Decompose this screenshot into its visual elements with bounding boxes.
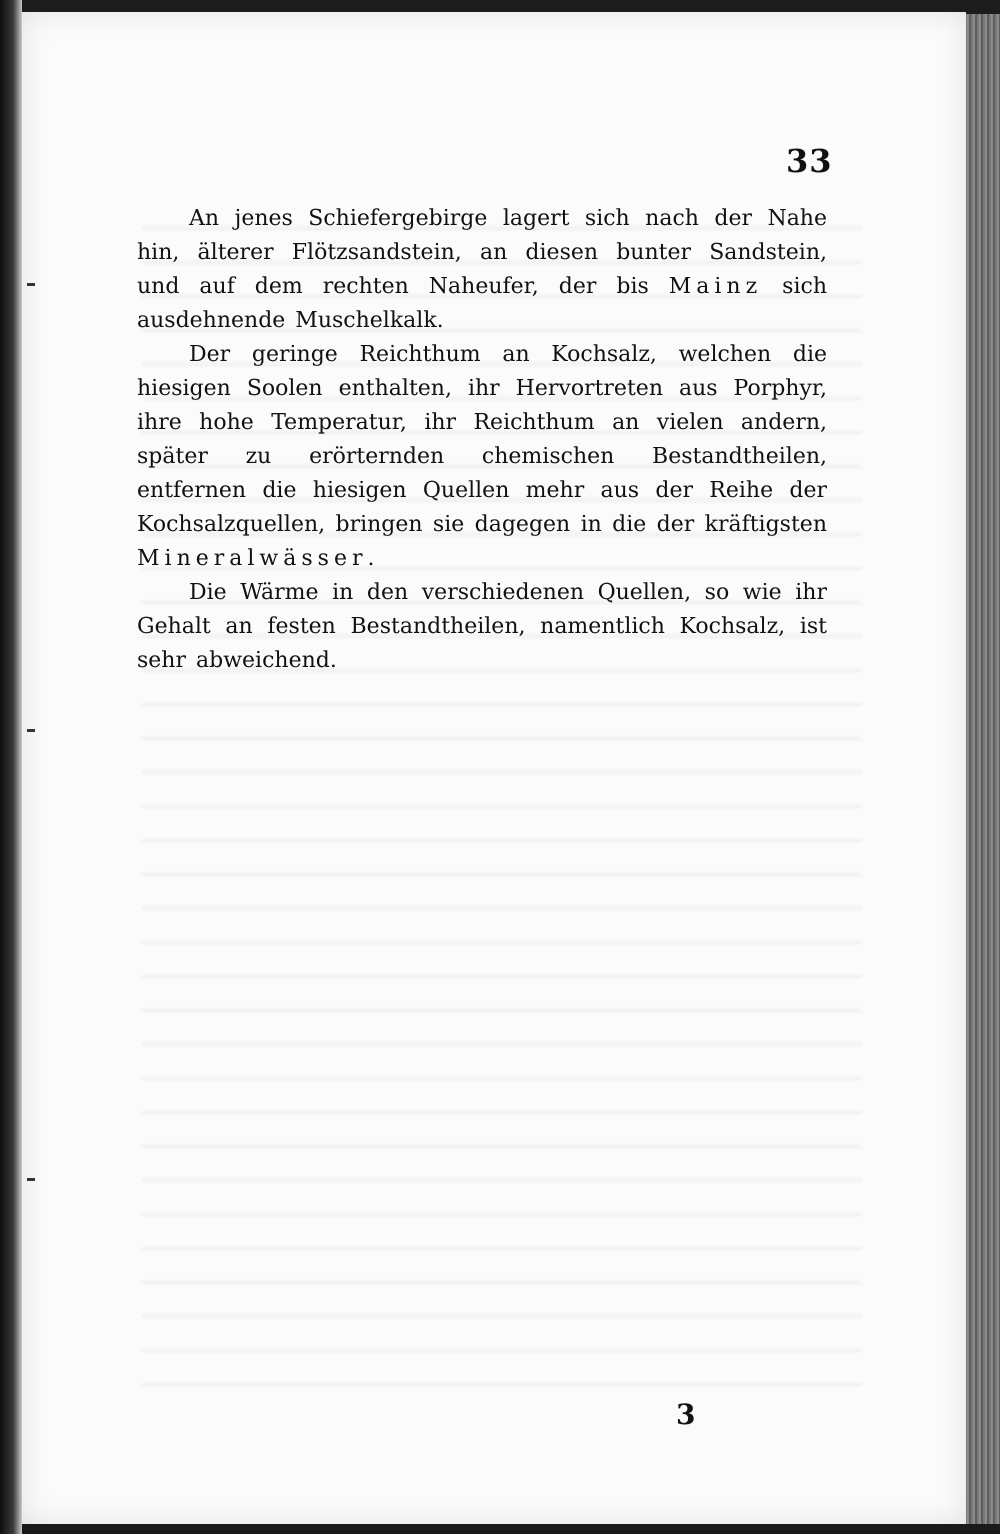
paragraph-text: . <box>367 546 375 571</box>
margin-tick-mark <box>27 283 35 286</box>
paragraph-2 <box>137 338 827 576</box>
spaced-emphasis-word: Mineralwässer <box>137 546 368 571</box>
book-binding-shadow <box>0 0 22 1534</box>
paragraph-text: sich ausdehnende Muschelkalk. <box>137 274 828 333</box>
signature-mark: 3 <box>676 1398 696 1431</box>
page-bottom-edge <box>22 1524 1000 1534</box>
body-text <box>137 202 827 678</box>
page-number: 33 <box>786 142 833 180</box>
paragraph-text: An jenes Schiefergebirge lagert sich nach der Nahe hin, älterer Flötzsandstein, an diesen bunter Sandstein, und auf dem rechten Naheufer, der bis <box>137 206 827 299</box>
paragraph-3 <box>137 576 827 678</box>
paragraph-text: Die Wärme in den verschiedenen Quellen, so wie ihr Gehalt an festen Bestandtheilen, namentlich Kochsalz, ist sehr abweichend. <box>137 580 827 673</box>
page-stack-edge <box>966 14 1000 1524</box>
paragraph-text: Der geringe Reichthum an Kochsalz, welchen die hiesigen Soolen enthalten, ihr Hervortreten aus Porphyr, ihre hohe Temperatur, ihr Reichthum an vielen andern, später zu erörternden chemischen Bestandtheilen, entfernen die hiesigen Quellen mehr aus der Reihe der Kochsalzquellen, bringen sie dagegen in die der kräftigsten <box>137 342 827 537</box>
paragraph-1 <box>137 202 827 338</box>
spaced-emphasis-word: Mainz <box>668 274 763 299</box>
margin-tick-mark <box>27 729 35 732</box>
margin-tick-mark <box>27 1178 35 1181</box>
